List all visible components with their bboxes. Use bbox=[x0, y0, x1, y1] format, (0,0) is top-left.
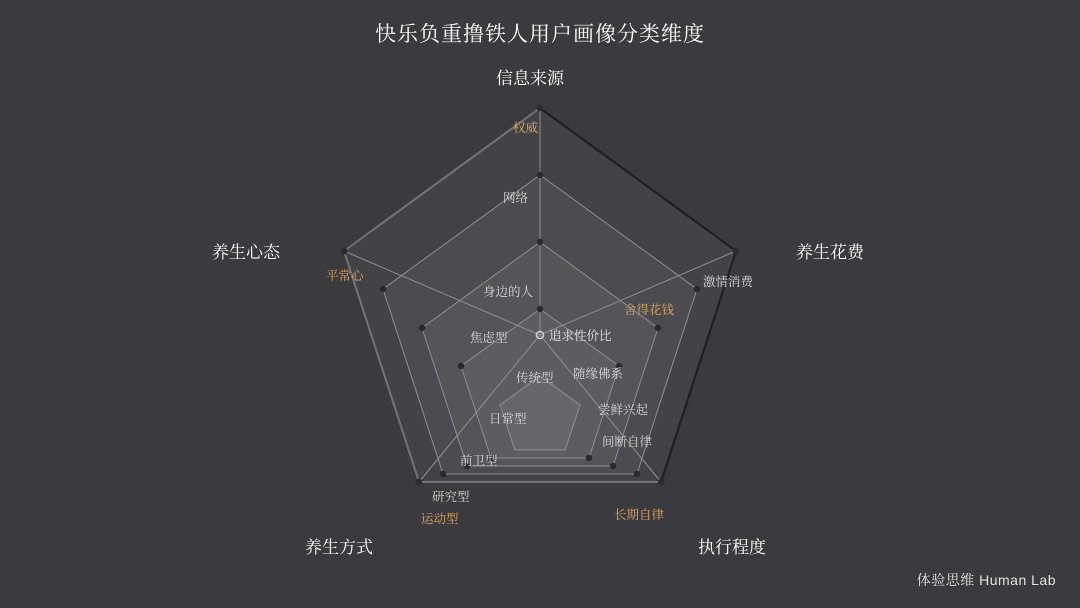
page-title: 快乐负重撸铁人用户画像分类维度 bbox=[375, 23, 705, 46]
axis-label-wellness-spending: 养生花费 bbox=[796, 243, 864, 262]
watermark: 体验思维 Human Lab bbox=[916, 572, 1056, 588]
tick-label-people-around: 身边的人 bbox=[483, 285, 534, 299]
tick-label-anxious-type: 焦虑型 bbox=[470, 331, 508, 345]
tick-label-authority: 权威 bbox=[513, 121, 539, 135]
tick-label-try-new-things: 尝鲜兴起 bbox=[598, 403, 649, 417]
tick-label-research-type: 研究型 bbox=[432, 490, 470, 504]
tick-label-sport-type: 运动型 bbox=[421, 512, 459, 526]
axis-label-execution-level: 执行程度 bbox=[698, 538, 766, 557]
tick-label-go-with-flow: 随缘佛系 bbox=[573, 367, 624, 381]
tick-label-impulse-spending: 激情消费 bbox=[703, 275, 754, 289]
axis-label-wellness-mindset: 养生心态 bbox=[212, 243, 280, 262]
tick-label-daily-type: 日常型 bbox=[489, 412, 527, 426]
tick-label-willing-to-spend: 舍得花钱 bbox=[624, 303, 675, 317]
axis-label-wellness-method: 养生方式 bbox=[305, 538, 373, 557]
tick-label-internet: 网络 bbox=[503, 191, 529, 205]
tick-label-value-for-money: 追求性价比 bbox=[549, 329, 612, 343]
tick-label-long-term-discipline: 长期自律 bbox=[614, 508, 665, 522]
axis-label-information-source: 信息来源 bbox=[496, 69, 564, 88]
tick-label-traditional-type: 传统型 bbox=[516, 371, 554, 385]
tick-label-intermittent-discipline: 间断自律 bbox=[602, 435, 653, 449]
tick-label-avant-garde-type: 前卫型 bbox=[460, 454, 498, 468]
tick-label-equanimity: 平常心 bbox=[326, 269, 364, 283]
